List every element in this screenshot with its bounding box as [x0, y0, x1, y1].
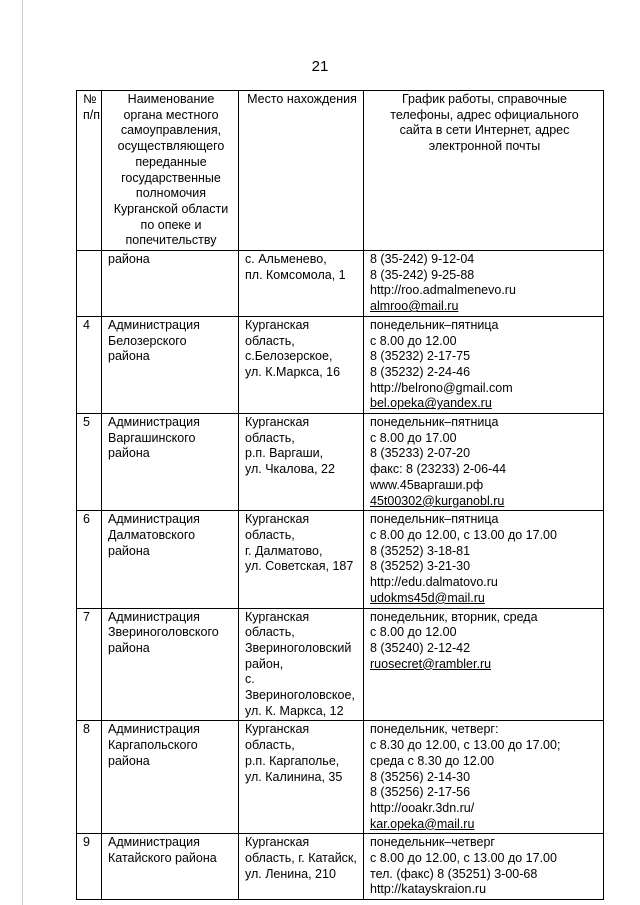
cell-line: района: [108, 753, 150, 768]
cell-line: попечительству: [125, 233, 217, 248]
cell-line: Варгашинского: [108, 430, 196, 445]
cell-line: Администрация: [108, 512, 200, 527]
cell-line: Администрация: [108, 835, 200, 850]
row-location-cell: [239, 316, 364, 413]
cell-line: переданные: [135, 154, 207, 169]
contact-link[interactable]: almroo@mail.ru: [370, 299, 459, 314]
row-name-cell: [102, 414, 239, 511]
row-name-cell: [102, 834, 239, 900]
cell-line: 8 (35252) 3-21-30: [370, 559, 471, 574]
row-location-cell: [239, 834, 364, 900]
cell-line: полномочия: [135, 186, 207, 201]
cell-line: область,: [245, 333, 295, 348]
table-body: [77, 251, 604, 900]
cell-line: понедельник–пятница: [370, 317, 499, 332]
cell-line: с 8.00 до 12.00: [370, 625, 457, 640]
table-row: [77, 834, 604, 900]
cell-line: http://edu.dalmatovo.ru: [370, 575, 498, 590]
row-location-cell: [239, 251, 364, 317]
header-contacts: [364, 91, 604, 251]
cell-line: с 8.00 до 12.00: [370, 333, 457, 348]
cell-line: Далматовского: [108, 527, 196, 542]
row-location-cell: [239, 511, 364, 608]
cell-line: http://belrono@gmail.com: [370, 380, 513, 395]
row-location-cell: [239, 608, 364, 721]
row-num-cell: 4: [77, 316, 102, 413]
cell-line: с 8.00 до 12.00, с 13.00 до 17.00: [370, 851, 557, 866]
cell-line: Курганская: [245, 512, 310, 527]
cell-line: 8 (35-242) 9-25-88: [370, 267, 475, 282]
cell-line: с 8.00 до 12.00, с 13.00 до 17.00: [370, 527, 557, 542]
row-num-cell: [77, 251, 102, 317]
cell-line: государственные: [121, 170, 221, 185]
cell-line: область,: [245, 738, 295, 753]
cell-line: 8 (35233) 2-07-20: [370, 446, 471, 461]
cell-line: по опеке и: [140, 217, 202, 232]
row-name-cell: [102, 721, 239, 834]
row-name-cell: [102, 251, 239, 317]
row-location-cell: [239, 721, 364, 834]
cell-line: р.п. Каргаполье,: [245, 753, 340, 768]
cell-line: Белозерского: [108, 333, 187, 348]
cell-line: осуществляющего: [117, 139, 225, 154]
row-contacts-cell: [364, 721, 604, 834]
cell-line: с.: [245, 672, 255, 687]
contact-link[interactable]: kar.opeka@mail.ru: [370, 816, 475, 831]
row-name-cell: [102, 316, 239, 413]
cell-line: http://katayskraion.ru: [370, 882, 487, 897]
cell-line: Курганской области: [113, 201, 229, 216]
table-row: [77, 414, 604, 511]
cell-line: Звериноголовское,: [245, 688, 355, 703]
cell-line: понедельник, вторник, среда: [370, 609, 538, 624]
cell-line: района: [108, 640, 150, 655]
cell-line: электронной почты: [428, 139, 541, 154]
page-edge-line: [22, 0, 23, 905]
cell-line: с 8.30 до 12.00, с 13.00 до 17.00;: [370, 738, 561, 753]
cell-line: График работы, справочные: [401, 92, 568, 106]
cell-line: 8 (35-242) 9-12-04: [370, 252, 475, 267]
table-row: [77, 316, 604, 413]
cell-line: Место нахождения: [247, 92, 357, 106]
cell-line: с 8.00 до 17.00: [370, 430, 457, 445]
table-row: [77, 721, 604, 834]
cell-line: Курганская: [245, 609, 310, 624]
cell-line: района: [108, 252, 150, 267]
cell-line: ул. К.Маркса, 16: [245, 364, 341, 379]
row-num-cell: 5: [77, 414, 102, 511]
cell-line: Катайского района: [108, 851, 217, 866]
authorities-table: [76, 90, 604, 900]
cell-line: Администрация: [108, 722, 200, 737]
row-contacts-cell: [364, 316, 604, 413]
table-row: [77, 251, 604, 317]
cell-line: 8 (35252) 3-18-81: [370, 543, 471, 558]
cell-line: ул. Калинина, 35: [245, 769, 343, 784]
row-contacts-cell: [364, 511, 604, 608]
contact-link[interactable]: ruosecret@rambler.ru: [370, 656, 492, 671]
cell-line: ул. Советская, 187: [245, 559, 354, 574]
cell-line: с. Альменево,: [245, 252, 327, 267]
header-location: [239, 91, 364, 251]
cell-line: www.45варгаши.рф: [370, 477, 484, 492]
cell-line: Администрация: [108, 415, 200, 430]
cell-line: понедельник–четверг: [370, 835, 495, 850]
cell-line: г. Далматово,: [245, 543, 323, 558]
cell-line: 8 (35240) 2-12-42: [370, 640, 471, 655]
row-contacts-cell: [364, 834, 604, 900]
cell-line: органа местного: [123, 107, 219, 122]
cell-line: область,: [245, 625, 295, 640]
cell-line: р.п. Варгаши,: [245, 446, 324, 461]
cell-line: ул. К. Маркса, 12: [245, 703, 344, 718]
cell-line: Администрация: [108, 317, 200, 332]
row-contacts-cell: [364, 251, 604, 317]
cell-line: Курганская: [245, 317, 310, 332]
header-name: [102, 91, 239, 251]
cell-line: ул. Чкалова, 22: [245, 462, 335, 477]
cell-line: 8 (35256) 2-17-56: [370, 785, 471, 800]
cell-line: пл. Комсомола, 1: [245, 267, 346, 282]
cell-line: п/п: [83, 107, 101, 122]
cell-line: тел. (факс) 8 (35251) 3-00-68: [370, 866, 538, 881]
cell-line: область, г. Катайск,: [245, 851, 357, 866]
cell-line: Курганская: [245, 415, 310, 430]
cell-line: с.Белозерское,: [245, 349, 333, 364]
contact-link[interactable]: bel.opeka@yandex.ru: [370, 396, 492, 411]
cell-line: самоуправления,: [120, 123, 222, 138]
cell-line: Звериноголовского: [108, 625, 219, 640]
table-header-row: [77, 91, 604, 251]
cell-line: понедельник–пятница: [370, 512, 499, 527]
contact-link[interactable]: udokms45d@mail.ru: [370, 590, 485, 605]
table-row: [77, 608, 604, 721]
page-number: 21: [311, 58, 329, 75]
cell-line: район,: [245, 656, 284, 671]
row-num-cell: 7: [77, 608, 102, 721]
row-num-cell: 9: [77, 834, 102, 900]
cell-line: района: [108, 349, 150, 364]
cell-line: Администрация: [108, 609, 200, 624]
cell-line: факс: 8 (23233) 2-06-44: [370, 462, 507, 477]
cell-line: область,: [245, 527, 295, 542]
cell-line: область,: [245, 430, 295, 445]
cell-line: Курганская: [245, 835, 310, 850]
row-name-cell: [102, 608, 239, 721]
row-num-cell: 8: [77, 721, 102, 834]
row-name-cell: [102, 511, 239, 608]
row-num-cell: 6: [77, 511, 102, 608]
cell-line: http://roo.admalmenevo.ru: [370, 283, 516, 298]
cell-line: http://ooakr.3dn.ru/: [370, 800, 475, 815]
cell-line: 8 (35256) 2-14-30: [370, 769, 471, 784]
cell-line: понедельник–пятница: [370, 415, 499, 430]
cell-line: Курганская: [245, 722, 310, 737]
cell-line: Каргапольского: [108, 738, 198, 753]
cell-line: района: [108, 446, 150, 461]
cell-line: понедельник, четверг:: [370, 722, 499, 737]
table-row: [77, 511, 604, 608]
row-location-cell: [239, 414, 364, 511]
cell-line: телефоны, адрес официального: [390, 107, 579, 122]
cell-line: сайта в сети Интернет, адрес: [399, 123, 570, 138]
cell-line: Звериноголовский: [245, 640, 352, 655]
cell-line: среда с 8.30 до 12.00: [370, 753, 495, 768]
cell-line: Наименование: [127, 92, 215, 106]
contact-link[interactable]: 45t00302@kurganobl.ru: [370, 493, 505, 508]
row-contacts-cell: [364, 414, 604, 511]
cell-line: 8 (35232) 2-17-75: [370, 349, 471, 364]
cell-line: №: [83, 92, 97, 106]
row-contacts-cell: [364, 608, 604, 721]
cell-line: ул. Ленина, 210: [245, 866, 336, 881]
cell-line: района: [108, 543, 150, 558]
cell-line: 8 (35232) 2-24-46: [370, 364, 471, 379]
header-num: [77, 91, 102, 251]
